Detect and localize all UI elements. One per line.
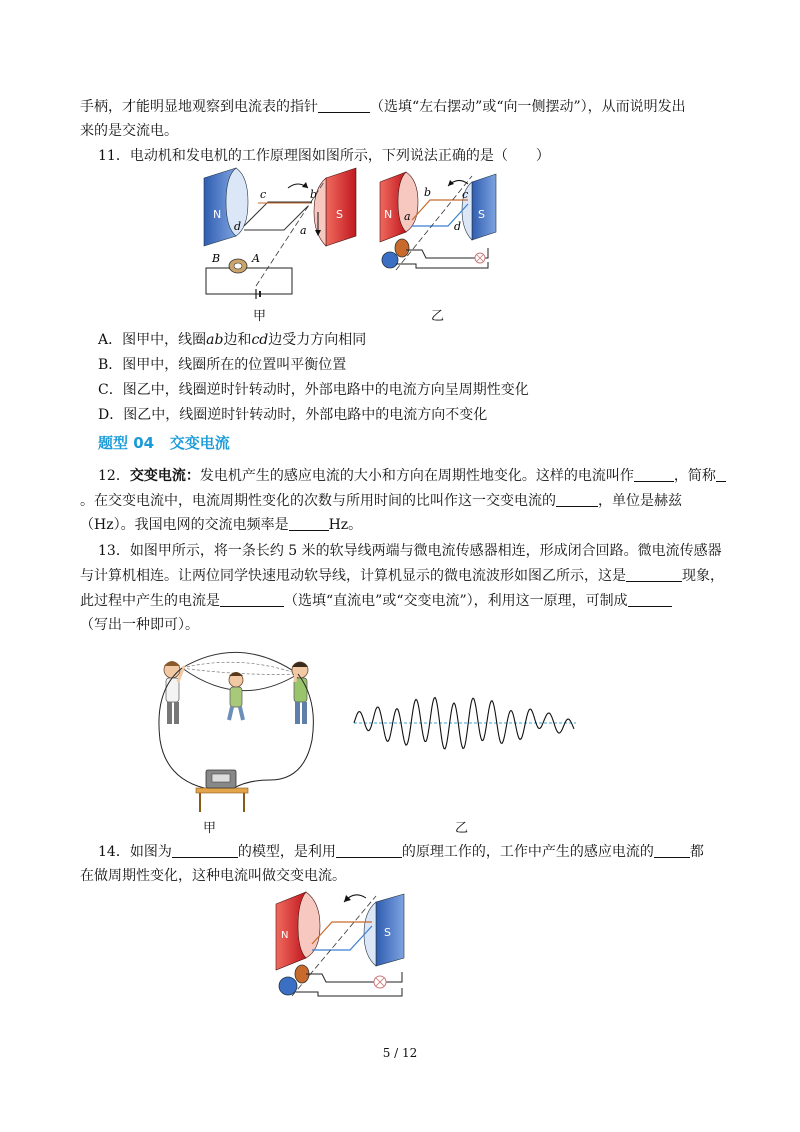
- q12-line-2: 。在交变电流中，电流周期性变化的次数与所用时间的比叫作这一交变电流的 ，单位是赫兹: [80, 493, 682, 509]
- q11-fig-yi-caption: 乙: [431, 309, 445, 324]
- page-number: 5 / 12: [382, 1046, 418, 1060]
- label-d: d: [234, 220, 242, 233]
- q14-line-2: 在做周期性变化，这种电流叫做交变电流。: [80, 868, 346, 884]
- q13-fig-jia-caption: 甲: [203, 821, 217, 836]
- q13-fig-yi-caption: 乙: [455, 821, 469, 836]
- q11-stem: 11．电动机和发电机的工作原理图如图所示，下列说法正确的是（ ）: [98, 148, 550, 164]
- answer-blank[interactable]: [634, 467, 674, 482]
- label-c: c: [260, 188, 267, 201]
- section-heading: 题型 04 交变电流: [98, 434, 230, 452]
- label-S: S: [336, 208, 343, 221]
- answer-blank[interactable]: [556, 492, 598, 507]
- label-N: N: [281, 930, 289, 941]
- label-a: a: [300, 224, 307, 237]
- q13-line-1: 13．如图甲所示，将一条长约 5 米的软导线两端与微电流传感器相连，形成闭合回路。微电流传感器: [98, 543, 722, 559]
- answer-blank[interactable]: [318, 98, 370, 113]
- q11-option-b: B．图甲中，线圈所在的位置叫平衡位置: [98, 357, 347, 373]
- label-d: d: [454, 220, 462, 233]
- q13-line-3: 此过程中产生的电流是 （选填“直流电”或“交变电流”），利用这一原理，可制成: [80, 591, 672, 611]
- current-waveform: [354, 690, 579, 760]
- answer-blank[interactable]: [716, 467, 726, 482]
- q13-line-2: 与计算机相连。让两位同学快速甩动软导线，计算机显示的微电流波形如图乙所示，这是 现象，: [80, 568, 724, 584]
- label-N: N: [213, 208, 222, 221]
- q11-fig-jia-caption: 甲: [253, 309, 267, 324]
- motor-diagram: [196, 168, 376, 303]
- q13-line-4: （写出一种即可）。: [80, 617, 199, 633]
- q14-line-1: 14．如图为 的模型，是利用 的原理工作的，工作中产生的感应电流的 都: [98, 844, 704, 860]
- label-b: b: [424, 186, 432, 199]
- wire-swinging-illustration: [150, 640, 330, 815]
- label-N: N: [384, 208, 393, 221]
- label-S: S: [384, 926, 391, 939]
- q11-option-a: A．图甲中，线圈ab边和cd边受力方向相同: [98, 332, 367, 348]
- q10-line-2: 来的是交流电。: [80, 123, 178, 139]
- q12-line-3: （Hz）。我国电网的交流电频率是 Hz。: [80, 517, 363, 533]
- generator-diagram: [376, 170, 506, 280]
- answer-blank[interactable]: [336, 843, 402, 858]
- label-A: A: [252, 252, 260, 265]
- label-b: b: [310, 188, 318, 201]
- answer-blank[interactable]: [628, 592, 672, 607]
- answer-blank[interactable]: [289, 516, 329, 531]
- answer-blank[interactable]: [626, 567, 682, 582]
- q12-line-1: 12．交变电流：发电机产生的感应电流的大小和方向在周期性地变化。这样的电流叫作 ，简称: [98, 466, 726, 486]
- label-c: c: [462, 188, 469, 201]
- label-B: B: [212, 252, 221, 265]
- q11-option-c: C．图乙中，线圈逆时针转动时，外部电路中的电流方向呈周期性变化: [98, 382, 529, 398]
- label-S: S: [478, 208, 485, 221]
- label-a: a: [404, 210, 411, 223]
- answer-blank[interactable]: [654, 843, 690, 858]
- q11-option-d: D．图乙中，线圈逆时针转动时，外部电路中的电流方向不变化: [98, 407, 488, 423]
- generator-model-diagram: [272, 888, 412, 1006]
- answer-blank[interactable]: [220, 592, 284, 607]
- q10-line-1: 手柄，才能明显地观察到电流表的指针 （选填“左右摆动”或“向一侧摆动”），从而说明发出: [80, 99, 686, 115]
- answer-blank[interactable]: [172, 843, 238, 858]
